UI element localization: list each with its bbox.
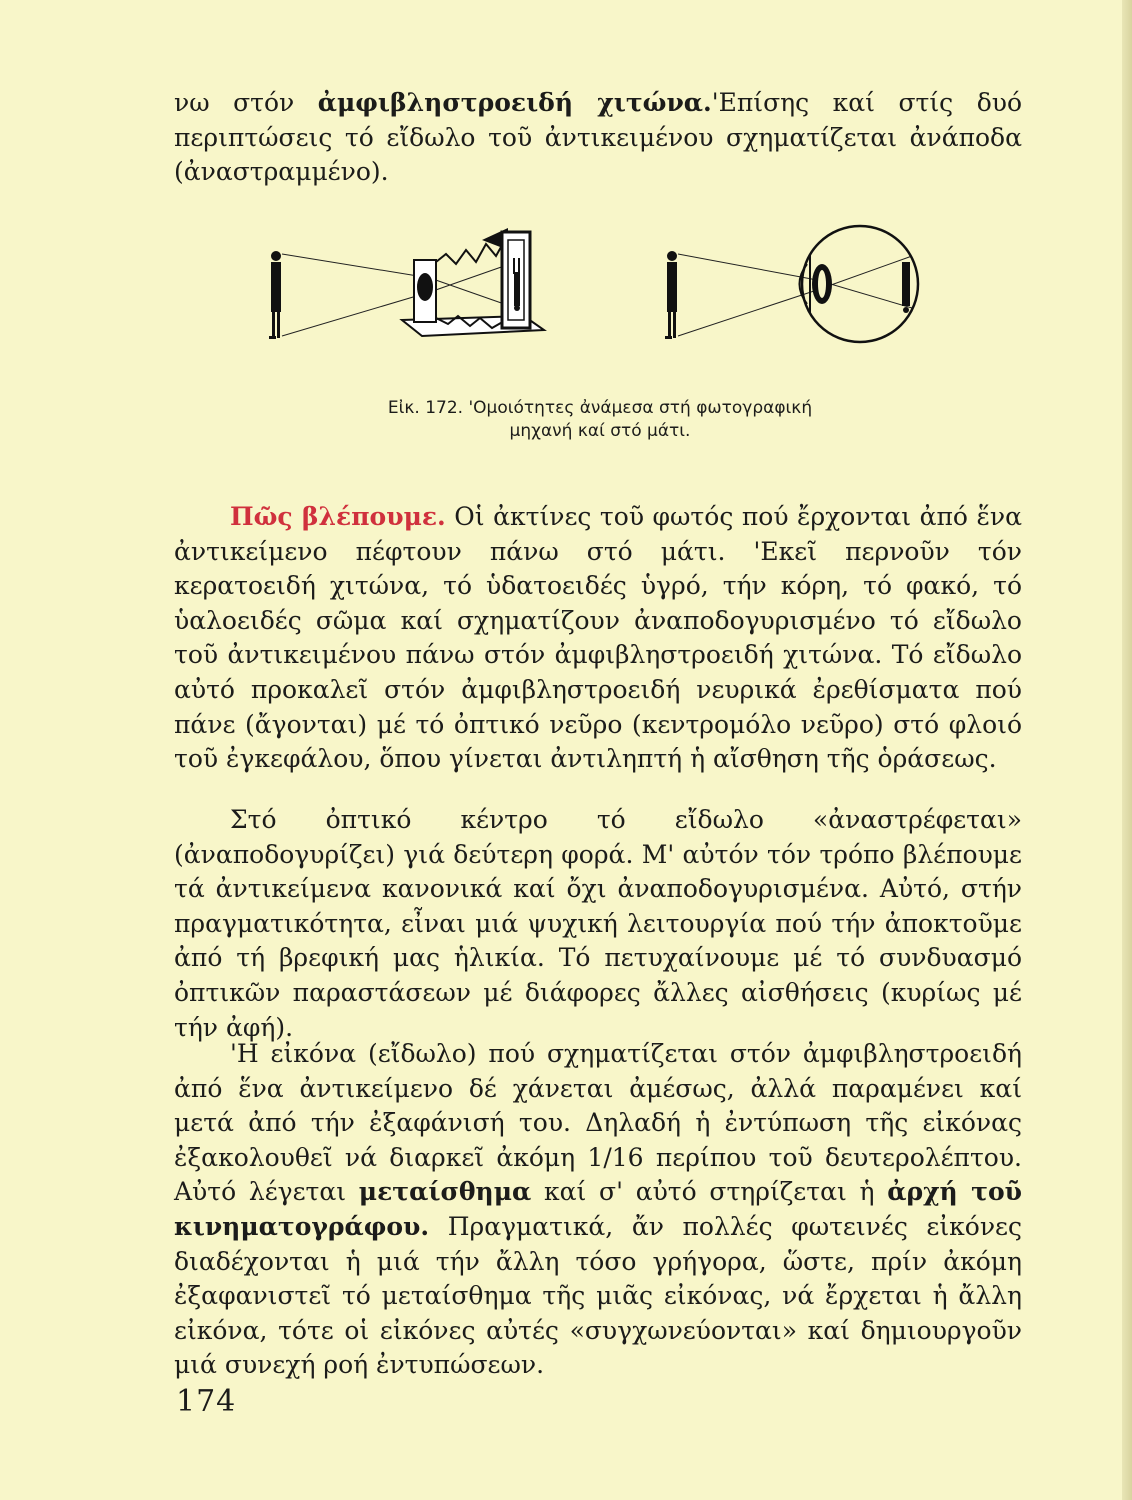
text-run: 'Η εἰκόνα (εἴδωλο) πού σχηματίζεται στόν ἀμφιβληστροειδή ἀπό ἕνα ἀντικείμενο δέ χάνεται ἀμέσως, ἀλλά παραμένει καί μετά ἀπό τήν ἐξαφάνισή του. Δηλαδή ἡ ἐντύπωση τῆς εἰκόνας ἐξακολουθεῖ νά διαρκεῖ ἀκόμη 1/16 περίπου τοῦ δευτερολέπτου. Αὐτό λέγεται (174, 1039, 1022, 1207)
text-run: 'Επίσης καί στίς δυό περιπτώσεις τό εἴδωλο τοῦ ἀντικειμένου σχηματίζεται ἀνάποδα (ἀναστραμμένο). (174, 88, 1022, 187)
paragraph-afterimage (174, 1037, 1022, 1383)
page-number: 174 (176, 1384, 237, 1419)
text-run: νω στόν (174, 88, 318, 117)
text-run: Στό ὀπτικό κέντρο τό εἴδωλο «ἀναστρέφεται» (ἀναποδογυρίζει) γιά δεύτερη φορά. Μ' αὐτόν τόν τρόπο βλέπουμε τά ἀντικείμενα κανονικά καί ὄχι ἀναποδογυρισμένα. Αὐτό, στήν πραγματικότητα, εἶναι μιά ψυχική λειτουργία πού τήν ἀποκτοῦμε ἀπό τή βρεφική μας ἡλικία. Τό πετυχαίνουμε μέ τό συνδυασμό ὀπτικῶν παραστάσεων μέ διάφορες ἄλλες αἰσθήσεις (κυρίως μέ τήν ἀφή). (174, 805, 1022, 1042)
text-run: Πραγματικά, ἄν πολλές φωτεινές εἰκόνες διαδέχονται ἡ μιά τήν ἄλλη τόσο γρήγορα, ὥστε, πρίν ἀκόμη ἐξαφανιστεῖ τό μεταίσθημα τῆς μιᾶς εἰκόνας, νά ἔρχεται ἡ ἄλλη εἰκόνα, τότε οἱ εἰκόνες αὐτές «συγχωνεύονται» καί δημιουργοῦν μιά συνεχή ροή ἐντυπώσεων. (174, 1211, 1022, 1380)
figure-caption (350, 397, 850, 443)
camera-eye-comparison-figure (262, 220, 932, 365)
paragraph-how-we-see (174, 500, 1022, 777)
bold-term-retina: ἀμφιβληστροειδή χιτώνα. (317, 88, 712, 117)
page-edge-shadow (1122, 0, 1132, 1500)
section-heading: Πῶς βλέπουμε. (230, 502, 446, 531)
camera-illustration (269, 228, 544, 339)
person-figure-left (269, 251, 281, 339)
bold-term-cinema-principle: ἀρχή τοῦ κινηματογράφου. (174, 1177, 1023, 1241)
text-run: καί σ' αὐτό στηρίζεται ἡ (531, 1177, 888, 1207)
paragraph-optic-center (174, 803, 1022, 1045)
caption-line-2: μηχανή καί στό μάτι. (509, 421, 691, 441)
top-paragraph (174, 86, 1022, 190)
caption-line-1: Εἰκ. 172. 'Ομοιότητες ἀνάμεσα στή φωτογραφική (387, 398, 813, 418)
eye-illustration (665, 226, 918, 342)
person-figure-right (665, 251, 677, 339)
bold-term-afterimage: μεταίσθημα (358, 1177, 532, 1207)
text-run: Οἱ ἀκτίνες τοῦ φωτός πού ἔρχονται ἀπό ἕνα ἀντικείμενο πέφτουν πάνω στό μάτι. 'Εκεῖ περνοῦν τόν κερατοειδή χιτώνα, τό ὑδατοειδές ὑγρό, τήν κόρη, τό φακό, τό ὑαλοειδές σῶμα καί σχηματίζουν ἀναποδογυρισμένο τό εἴδωλο τοῦ ἀντικειμένου πάνω στόν ἀμφιβληστροειδή χιτώνα. Τό εἴδωλο αὐτό προκαλεῖ στόν ἀμφιβληστροειδή νευρικά ἐρεθίσματα πού πάνε (ἄγονται) μέ τό ὀπτικό νεῦρο (κεντρομόλο νεῦρο) στό φλοιό τοῦ ἐγκεφάλου, ὅπου γίνεται ἀντιληπτή ἡ αἴσθηση τῆς ὁράσεως. (174, 502, 1022, 774)
